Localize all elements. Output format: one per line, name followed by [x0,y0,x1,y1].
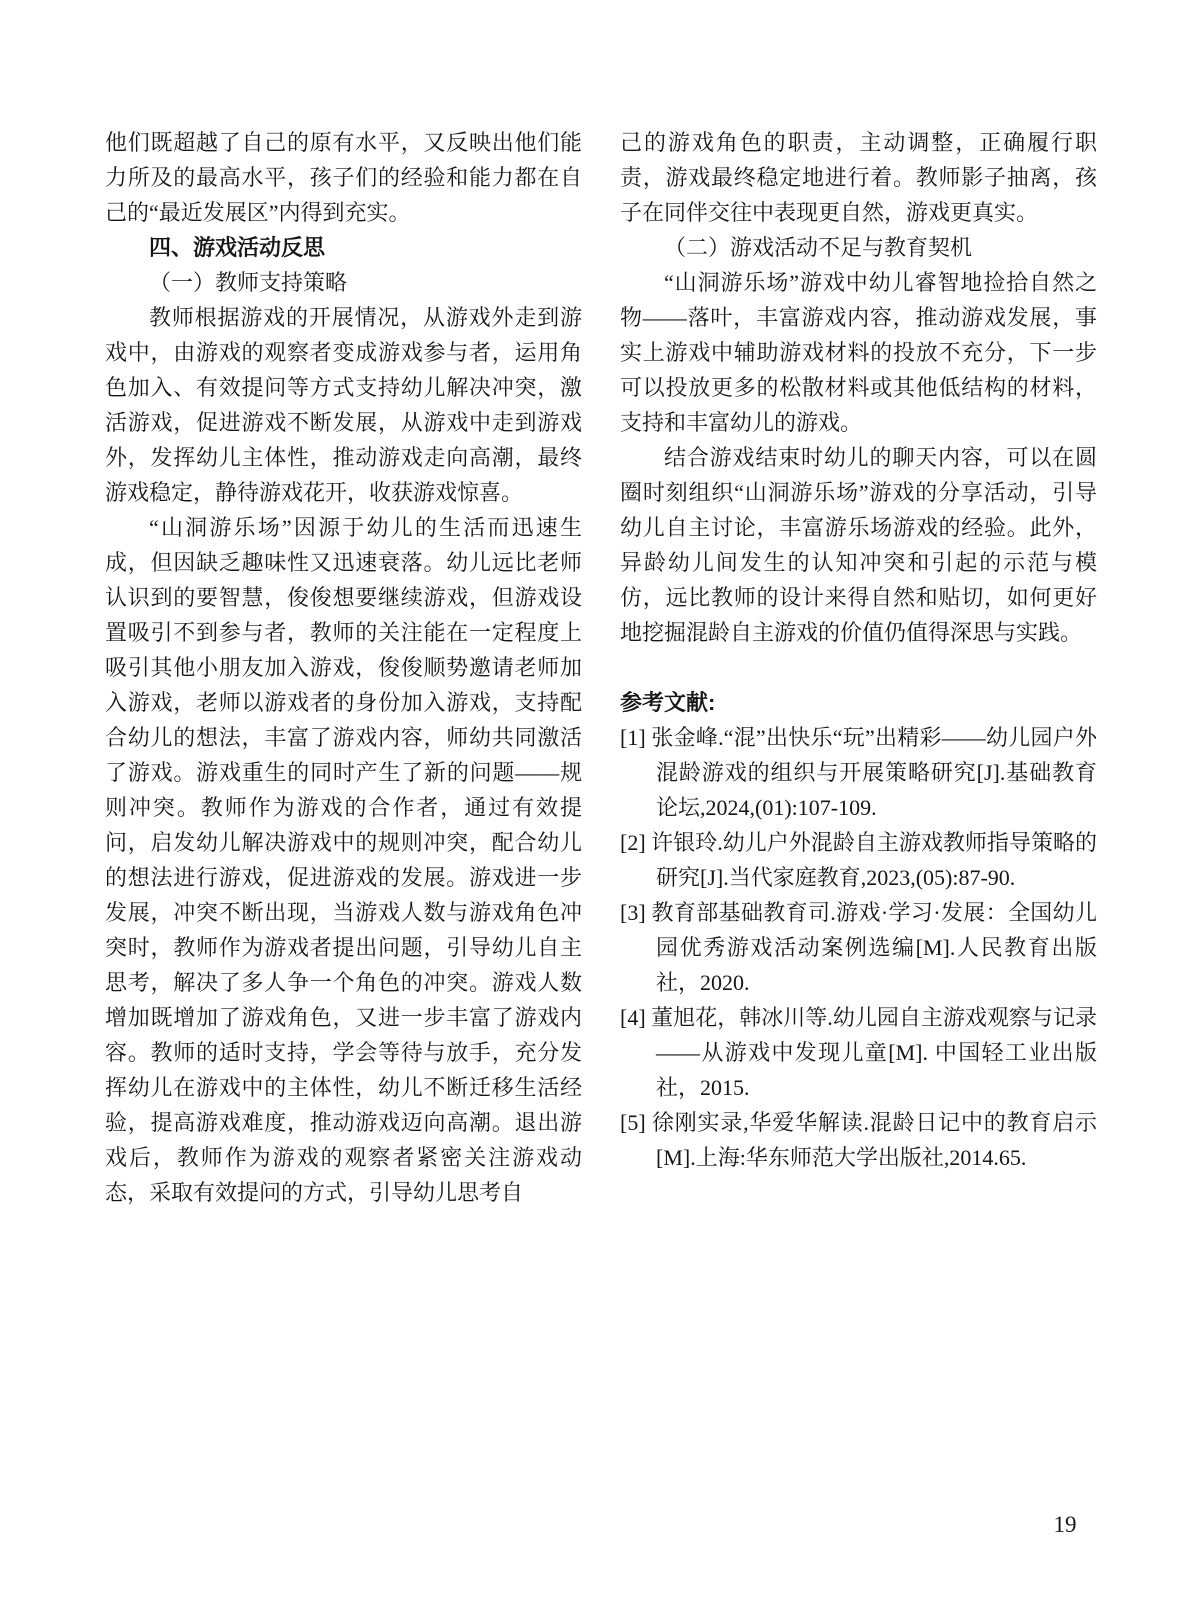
reference-item: [2] 许银玲.幼儿户外混龄自主游戏教师指导策略的研究[J].当代家庭教育,2023,(05):87-90. [620,830,1097,890]
paragraph: 结合游戏结束时幼儿的聊天内容，可以在圆圈时刻组织“山洞游乐场”游戏的分享活动，引导幼儿自主讨论，丰富游乐场游戏的经验。此外，异龄幼儿间发生的认知冲突和引起的示范与模仿，远比教师的设计来得自然和贴切，如何更好地挖掘混龄自主游戏的价值仍值得深思与实践。 [620,445,1097,645]
references-heading: 参考文献: [620,690,716,715]
paragraph-continued: 己的游戏角色的职责，主动调整，正确履行职责，游戏最终稳定地进行着。教师影子抽离，孩子在同伴交往中表现更自然，游戏更真实。 [620,130,1097,225]
reference-item: [1] 张金峰.“混”出快乐“玩”出精彩——幼儿园户外混龄游戏的组织与开展策略研究[J].基础教育论坛,2024,(01):107-109. [620,725,1097,820]
subsection-heading: （一）教师支持策略 [149,270,348,295]
paragraph: “山洞游乐场”游戏中幼儿睿智地捡拾自然之物——落叶，丰富游戏内容，推动游戏发展，事实上游戏中辅助游戏材料的投放不充分，下一步可以投放更多的松散材料或其他低结构的材料，支持和丰富幼儿的游戏。 [620,270,1097,435]
paragraph: 教师根据游戏的开展情况，从游戏外走到游戏中，由游戏的观察者变成游戏参与者，运用角色加入、有效提问等方式支持幼儿解决冲突，激活游戏，促进游戏不断发展，从游戏中走到游戏外，发挥幼儿主体性，推动游戏走向高潮，最终游戏稳定，静待游戏花开，收获游戏惊喜。 [105,305,582,505]
reference-item: [3] 教育部基础教育司.游戏·学习·发展：全国幼儿园优秀游戏活动案例选编[M].人民教育出版社，2020. [620,900,1097,995]
blank-line [620,650,1097,685]
left-column [105,125,582,1210]
section-heading: 四、游戏活动反思 [149,235,326,260]
right-column [620,125,1097,1175]
subsection-heading: （二）游戏活动不足与教育契机 [664,235,973,260]
paragraph: “山洞游乐场”因源于幼儿的生活而迅速生成，但因缺乏趣味性又迅速衰落。幼儿远比老师认识到的要智慧，俊俊想要继续游戏，但游戏设置吸引不到参与者，教师的关注能在一定程度上吸引其他小朋友加入游戏，俊俊顺势邀请老师加入游戏，老师以游戏者的身份加入游戏，支持配合幼儿的想法，丰富了游戏内容，师幼共同激活了游戏。游戏重生的同时产生了新的问题——规则冲突。教师作为游戏的合作者，通过有效提问，启发幼儿解决游戏中的规则冲突，配合幼儿的想法进行游戏，促进游戏的发展。游戏进一步发展，冲突不断出现，当游戏人数与游戏角色冲突时，教师作为游戏者提出问题，引导幼儿自主思考，解决了多人争一个角色的冲突。游戏人数增加既增加了游戏角色，又进一步丰富了游戏内容。教师的适时支持，学会等待与放手，充分发挥幼儿在游戏中的主体性，幼儿不断迁移生活经验，提高游戏难度，推动游戏迈向高潮。退出游戏后，教师作为游戏的观察者紧密关注游戏动态，采取有效提问的方式，引导幼儿思考自 [105,515,582,1205]
page-number: 19 [1053,1512,1077,1537]
reference-item: [4] 董旭花，韩冰川等.幼儿园自主游戏观察与记录——从游戏中发现儿童[M]. 中国轻工业出版社，2015. [620,1005,1097,1100]
reference-item: [5] 徐刚实录,华爱华解读.混龄日记中的教育启示[M].上海:华东师范大学出版社,2014.65. [620,1110,1097,1170]
paragraph-continued: 他们既超越了自己的原有水平，又反映出他们能力所及的最高水平，孩子们的经验和能力都在自己的“最近发展区”内得到充实。 [105,130,582,225]
